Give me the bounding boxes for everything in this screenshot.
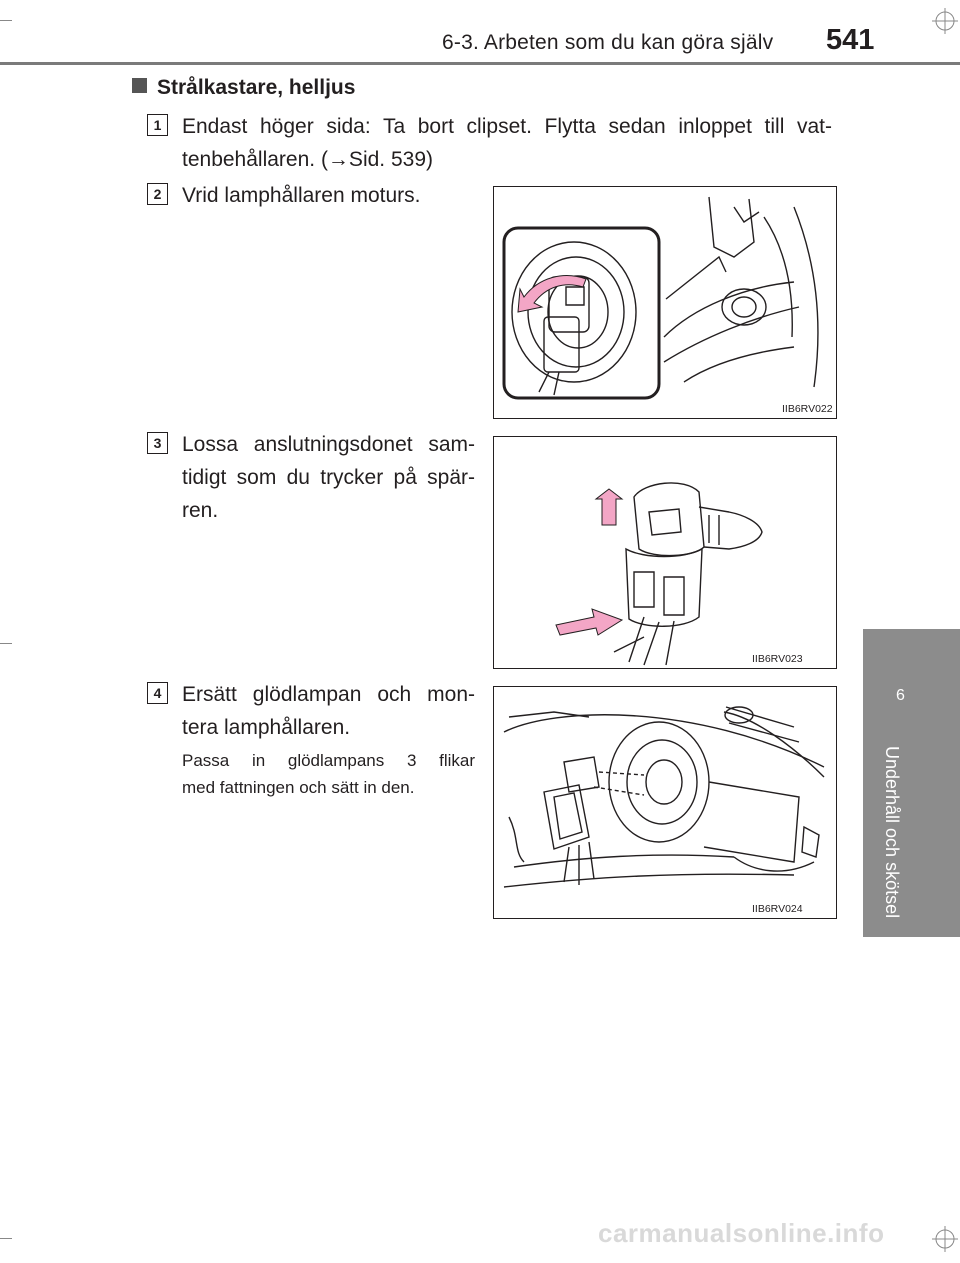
square-bullet-icon xyxy=(132,78,147,93)
section-heading: Strålkastare, helljus xyxy=(132,76,355,100)
headlight-rear-illustration xyxy=(494,187,836,418)
figure-bulb-install xyxy=(493,686,837,919)
page-number: 541 xyxy=(826,24,875,56)
chapter-number: 6 xyxy=(896,687,905,704)
step-1-text-line2: tenbehållaren. (→Sid. 539) xyxy=(182,148,433,171)
step-3-text-line2: tidigt som du trycker på spär- xyxy=(182,466,475,489)
crop-mark-icon xyxy=(932,8,958,34)
crop-tick xyxy=(0,643,12,644)
step-4-text-line1: Ersätt glödlampan och mon- xyxy=(182,683,475,706)
step-4-note-line2: med fattningen och sätt in den. xyxy=(182,778,415,797)
step-4-note-line1: Passa in glödlampans 3 flikar xyxy=(182,751,475,770)
step-1-text-line1: Endast höger sida: Ta bort clipset. Flytta sedan inloppet till vat- xyxy=(182,115,832,138)
step-2-text: Vrid lamphållaren moturs. xyxy=(182,184,421,207)
step-number-1: 1 xyxy=(147,114,168,136)
figure-1-code: IIB6RV022 xyxy=(782,403,833,415)
step-number-4: 4 xyxy=(147,682,168,704)
step-number-3: 3 xyxy=(147,432,168,454)
step-3-text-line3: ren. xyxy=(182,499,219,522)
bulb-install-illustration xyxy=(494,687,836,918)
figure-bulb-holder-rotate xyxy=(493,186,837,419)
step-number-2: 2 xyxy=(147,183,168,205)
watermark: carmanualsonline.info xyxy=(598,1218,885,1248)
bulb-connector-illustration xyxy=(494,437,836,668)
crop-tick xyxy=(0,1238,12,1239)
header-section-title: 6-3. Arbeten som du kan göra själv xyxy=(442,31,774,54)
crop-tick xyxy=(0,20,12,21)
header-rule xyxy=(0,62,960,65)
step-3-text-line1: Lossa anslutningsdonet sam- xyxy=(182,433,475,456)
chapter-title: Underhåll och skötsel xyxy=(882,746,902,919)
figure-connector-release xyxy=(493,436,837,669)
crop-mark-icon xyxy=(932,1226,958,1252)
step-4-text-line2: tera lamphållaren. xyxy=(182,716,351,739)
figure-2-code: IIB6RV023 xyxy=(752,653,803,665)
figure-3-code: IIB6RV024 xyxy=(752,903,803,915)
